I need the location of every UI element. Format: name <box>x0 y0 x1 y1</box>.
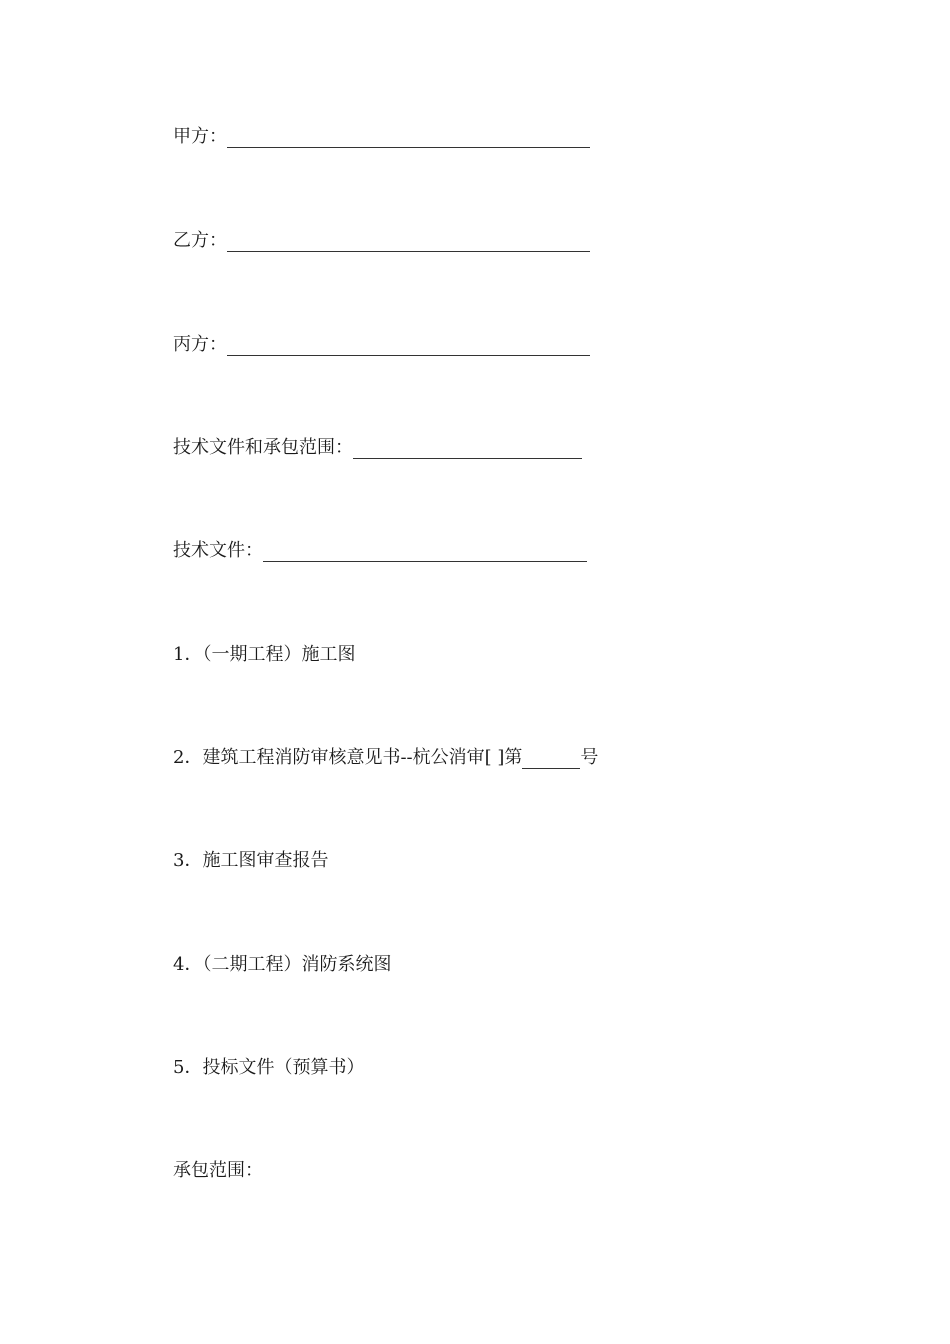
list-item-3 <box>173 850 328 872</box>
party-a-line <box>173 126 590 148</box>
list-item-2 <box>173 747 598 769</box>
list-item-4 <box>173 954 391 976</box>
tech-and-scope-line <box>173 437 582 459</box>
party-b-blank[interactable] <box>227 233 590 252</box>
list-item-1-text: 1．（一期工程）施工图 <box>173 644 356 665</box>
tech-docs-line <box>173 540 587 562</box>
list-item-3-text: 3．施工图审查报告 <box>173 850 329 871</box>
list-item-5 <box>173 1057 364 1079</box>
party-b-label: 乙方： <box>173 230 227 251</box>
list-item-5-text: 5．投标文件（预算书） <box>173 1057 365 1078</box>
party-c-line <box>173 334 590 356</box>
tech-docs-blank[interactable] <box>263 543 587 562</box>
party-a-label: 甲方： <box>173 126 227 147</box>
tech-and-scope-blank[interactable] <box>353 440 582 459</box>
list-item-1 <box>173 644 355 666</box>
tech-docs-label: 技术文件： <box>173 540 263 561</box>
list-item-4-text: 4．（二期工程）消防系统图 <box>173 954 392 975</box>
party-b-line <box>173 230 590 252</box>
scope-heading <box>173 1160 263 1182</box>
party-c-blank[interactable] <box>227 337 590 356</box>
party-c-label: 丙方： <box>173 334 227 355</box>
tech-and-scope-label: 技术文件和承包范围： <box>173 437 353 458</box>
list-item-2-text: 2．建筑工程消防审核意见书--杭公消审[ ]第 <box>173 747 523 768</box>
party-a-blank[interactable] <box>227 129 590 148</box>
permit-number-blank[interactable] <box>522 750 580 769</box>
scope-heading-text: 承包范围： <box>173 1160 263 1181</box>
list-item-2-suffix: 号 <box>580 747 599 768</box>
